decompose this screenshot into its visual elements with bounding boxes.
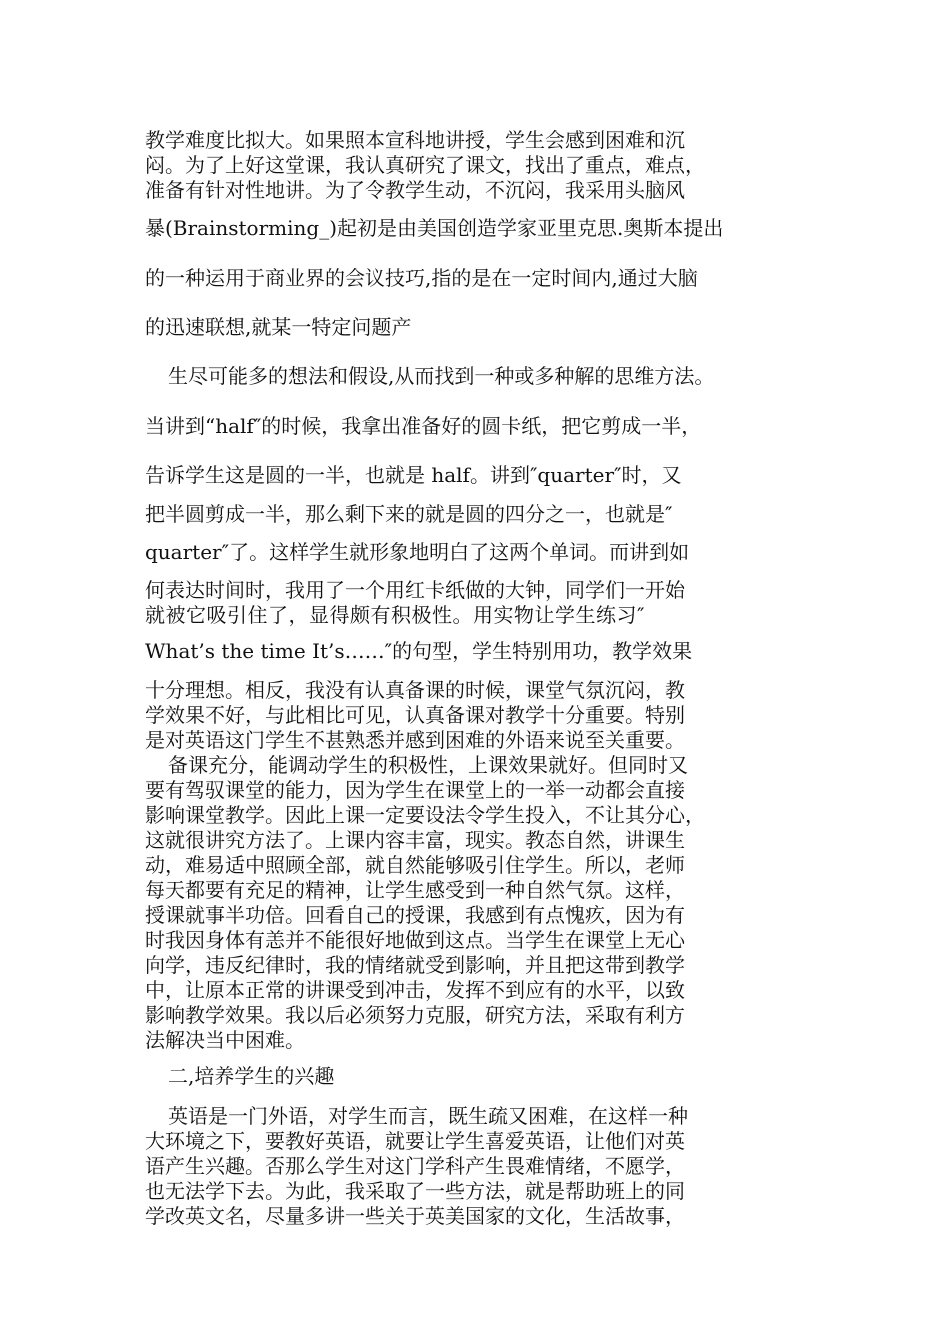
text-line: 影响课堂教学。因此上课一定要设法令学生投入，不让其分心， [145,803,705,827]
text-line: 也无法学下去。为此，我采取了一些方法，就是帮助班上的同 [145,1179,685,1203]
text-line: 英语是一门外语，对学生而言，既生疏又困难，在这样一种 [168,1104,688,1128]
text-line: 就被它吸引住了，显得颇有积极性。用实物让学生练习″ [145,603,645,627]
text-line: 动，难易适中照顾全部，就自然能够吸引住学生。所以，老师 [145,853,685,877]
text-line: 的一种运用于商业界的会议技巧,指的是在一定时间内,通过大脑 [145,266,698,290]
text-line: 学改英文名，尽量多讲一些关于英美国家的文化，生活故事， [145,1204,685,1228]
section-heading: 二,培养学生的兴趣 [168,1064,335,1088]
text-line: 向学，违反纪律时，我的情绪就受到影响，并且把这带到教学 [145,953,685,977]
text-line: 要有驾驭课堂的能力，因为学生在课堂上的一举一动都会直接 [145,778,685,802]
text-line: quarter″了。这样学生就形象地明白了这两个单词。而讲到如 [145,540,690,564]
text-line: 影响教学效果。我以后必须努力克服，研究方法，采取有利方 [145,1003,685,1027]
text-line: 生尽可能多的想法和假设,从而找到一种或多种解的思维方法。 [168,364,715,388]
text-line: 语产生兴趣。否那么学生对这门学科产生畏难情绪，不愿学， [145,1154,685,1178]
text-line: 教学难度比拟大。如果照本宣科地讲授，学生会感到困难和沉 [145,128,685,152]
text-line: 闷。为了上好这堂课，我认真研究了课文，找出了重点，难点， [145,153,705,177]
text-line: 是对英语这门学生不甚熟悉并感到困难的外语来说至关重要。 [145,728,685,752]
text-line: 时我因身体有恙并不能很好地做到这点。当学生在课堂上无心 [145,928,685,952]
text-line: 备课充分，能调动学生的积极性，上课效果就好。但同时又 [168,753,688,777]
text-line: 当讲到“half″的时候，我拿出准备好的圆卡纸，把它剪成一半， [145,414,702,438]
text-line: 中，让原本正常的讲课受到冲击，发挥不到应有的水平，以致 [145,978,685,1002]
text-line: 授课就事半功倍。回看自己的授课，我感到有点愧疚，因为有 [145,903,685,927]
text-line: 大环境之下，要教好英语，就要让学生喜爱英语，让他们对英 [145,1129,685,1153]
text-line: What’s the time It’s……″的句型，学生特别用功，教学效果 [145,639,693,663]
text-line: 告诉学生这是圆的一半，也就是 half。讲到″quarter″时，又 [145,463,682,487]
text-line: 法解决当中困难。 [145,1028,305,1052]
text-line: 十分理想。相反，我没有认真备课的时候，课堂气氛沉闷，教 [145,678,685,702]
text-line: 这就很讲究方法了。上课内容丰富，现实。教态自然，讲课生 [145,828,685,852]
text-line: 暴(Brainstorming_)起初是由美国创造学家亚里克思.奥斯本提出 [145,216,724,240]
text-line: 的迅速联想,就某一特定问题产 [145,315,412,339]
text-line: 何表达时间时，我用了一个用红卡纸做的大钟，同学们一开始 [145,578,685,602]
text-line: 准备有针对性地讲。为了令教学生动，不沉闷，我采用头脑风 [145,178,685,202]
text-line: 学效果不好，与此相比可见，认真备课对教学十分重要。特别 [145,703,685,727]
text-line: 把半圆剪成一半，那么剩下来的就是圆的四分之一，也就是″ [145,502,673,526]
text-line: 每天都要有充足的精神，让学生感受到一种自然气氛。这样， [145,878,685,902]
